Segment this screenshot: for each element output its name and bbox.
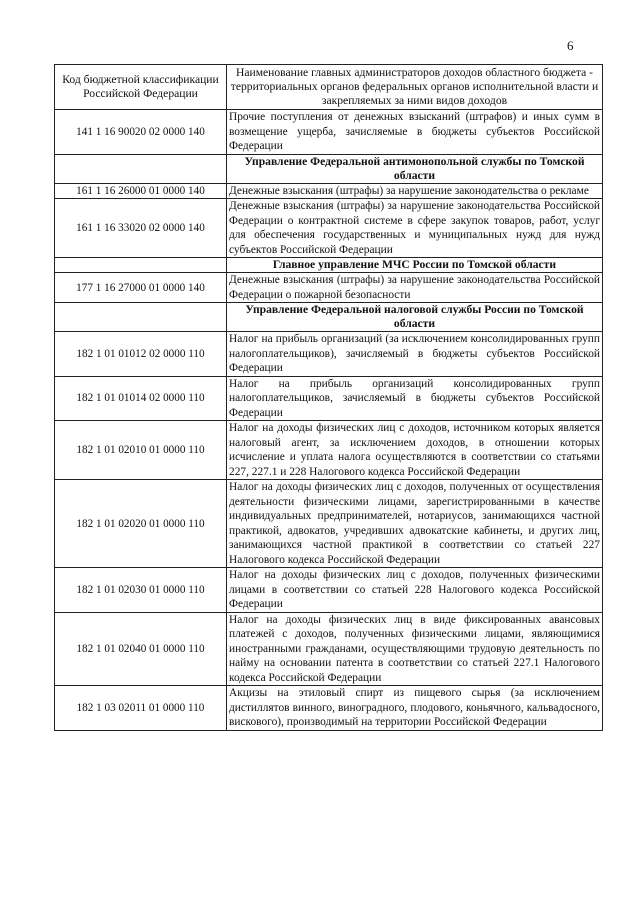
agency-heading-row xyxy=(55,258,603,273)
agency-code-cell xyxy=(55,258,227,273)
agency-code-cell xyxy=(55,303,227,332)
budget-code-cell: 161 1 16 33020 02 0000 140 xyxy=(55,199,227,258)
budget-code-cell: 141 1 16 90020 02 0000 140 xyxy=(55,110,227,155)
table-row xyxy=(55,273,603,303)
revenue-description-cell: Денежные взыскания (штрафы) за нарушение законодательства Российской Федерации о пожарной безопасности xyxy=(227,273,603,303)
budget-code-cell: 182 1 01 01014 02 0000 110 xyxy=(55,376,227,421)
budget-code-cell: 182 1 01 02010 01 0000 110 xyxy=(55,421,227,480)
header-name: Наименование главных администраторов доходов областного бюджета - территориальных органов федеральных органов исполнительной власти и закрепляемых за ними видов доходов xyxy=(227,65,603,110)
budget-code-cell: 182 1 01 01012 02 0000 110 xyxy=(55,332,227,377)
table-row xyxy=(55,199,603,258)
table-row xyxy=(55,332,603,377)
table-row xyxy=(55,686,603,731)
budget-classification-table xyxy=(54,64,603,731)
agency-heading: Управление Федеральной антимонопольной службы по Томской области xyxy=(227,154,603,183)
revenue-description-cell: Налог на доходы физических лиц с доходов, источником которых является налоговый агент, за исключением доходов, в отношении которых исчисление и уплата налога осуществляются в соответствии со статьями 227, 227.1 и 228 Налогового кодекса Российской Федерации xyxy=(227,421,603,480)
agency-heading: Управление Федеральной налоговой службы России по Томской области xyxy=(227,303,603,332)
budget-code-cell: 182 1 01 02030 01 0000 110 xyxy=(55,568,227,613)
revenue-description-cell: Налог на доходы физических лиц в виде фиксированных авансовых платежей с доходов, полученных физическими лицами, являющимися иностранными гражданами, осуществляющими трудовую деятельность по найму на основании патента в соответствии со статьей 227.1 Налогового кодекса Российской Федерации xyxy=(227,612,603,686)
revenue-description-cell: Налог на доходы физических лиц с доходов, полученных физическими лицами в соответствии со статьей 228 Налогового кодекса Российской Федерации xyxy=(227,568,603,613)
agency-code-cell xyxy=(55,154,227,183)
agency-heading: Главное управление МЧС России по Томской области xyxy=(227,258,603,273)
table-row xyxy=(55,110,603,155)
revenue-description-cell: Прочие поступления от денежных взысканий (штрафов) и иных сумм в возмещение ущерба, зачисляемые в бюджеты субъектов Российской Федерации xyxy=(227,110,603,155)
revenue-description-cell: Налог на прибыль организаций (за исключением консолидированных групп налогоплательщиков), зачисляемый в бюджеты субъектов Российской Федерации xyxy=(227,332,603,377)
agency-heading-row xyxy=(55,154,603,183)
page-number: 6 xyxy=(567,38,574,53)
table-row xyxy=(55,421,603,480)
table-row xyxy=(55,183,603,199)
table-row xyxy=(55,568,603,613)
table-header-row xyxy=(55,65,603,110)
agency-heading-row xyxy=(55,303,603,332)
table-row xyxy=(55,376,603,421)
revenue-description-cell: Денежные взыскания (штрафы) за нарушение законодательства Российской Федерации о контрактной системе в сфере закупок товаров, работ, услуг для обеспечения государственных и муниципальных нужд для нужд субъектов Российской Федерации xyxy=(227,199,603,258)
table-body xyxy=(55,110,603,731)
budget-code-cell: 182 1 01 02020 01 0000 110 xyxy=(55,480,227,568)
header-code: Код бюджетной классификации Российской Федерации xyxy=(55,65,227,110)
budget-code-cell: 182 1 01 02040 01 0000 110 xyxy=(55,612,227,686)
revenue-description-cell: Налог на прибыль организаций консолидированных групп налогоплательщиков, зачисляемый в бюджеты субъектов Российской Федерации xyxy=(227,376,603,421)
budget-code-cell: 182 1 03 02011 01 0000 110 xyxy=(55,686,227,731)
table-row xyxy=(55,612,603,686)
table-row xyxy=(55,480,603,568)
revenue-description-cell: Денежные взыскания (штрафы) за нарушение законодательства о рекламе xyxy=(227,183,603,199)
revenue-description-cell: Акцизы на этиловый спирт из пищевого сырья (за исключением дистиллятов винного, виноградного, плодового, коньячного, кальвадосного, вискового), производимый на территории Российской Федерации xyxy=(227,686,603,731)
budget-code-cell: 177 1 16 27000 01 0000 140 xyxy=(55,273,227,303)
revenue-description-cell: Налог на доходы физических лиц с доходов, полученных от осуществления деятельности физическими лицами, зарегистрированными в качестве индивидуальных предпринимателей, нотариусов, занимающихся частной практикой, адвокатов, учредивших адвокатские кабинеты, и других лиц, занимающихся частной практикой в соответствии со статьей 227 Налогового кодекса Российской Федерации xyxy=(227,480,603,568)
budget-code-cell: 161 1 16 26000 01 0000 140 xyxy=(55,183,227,199)
